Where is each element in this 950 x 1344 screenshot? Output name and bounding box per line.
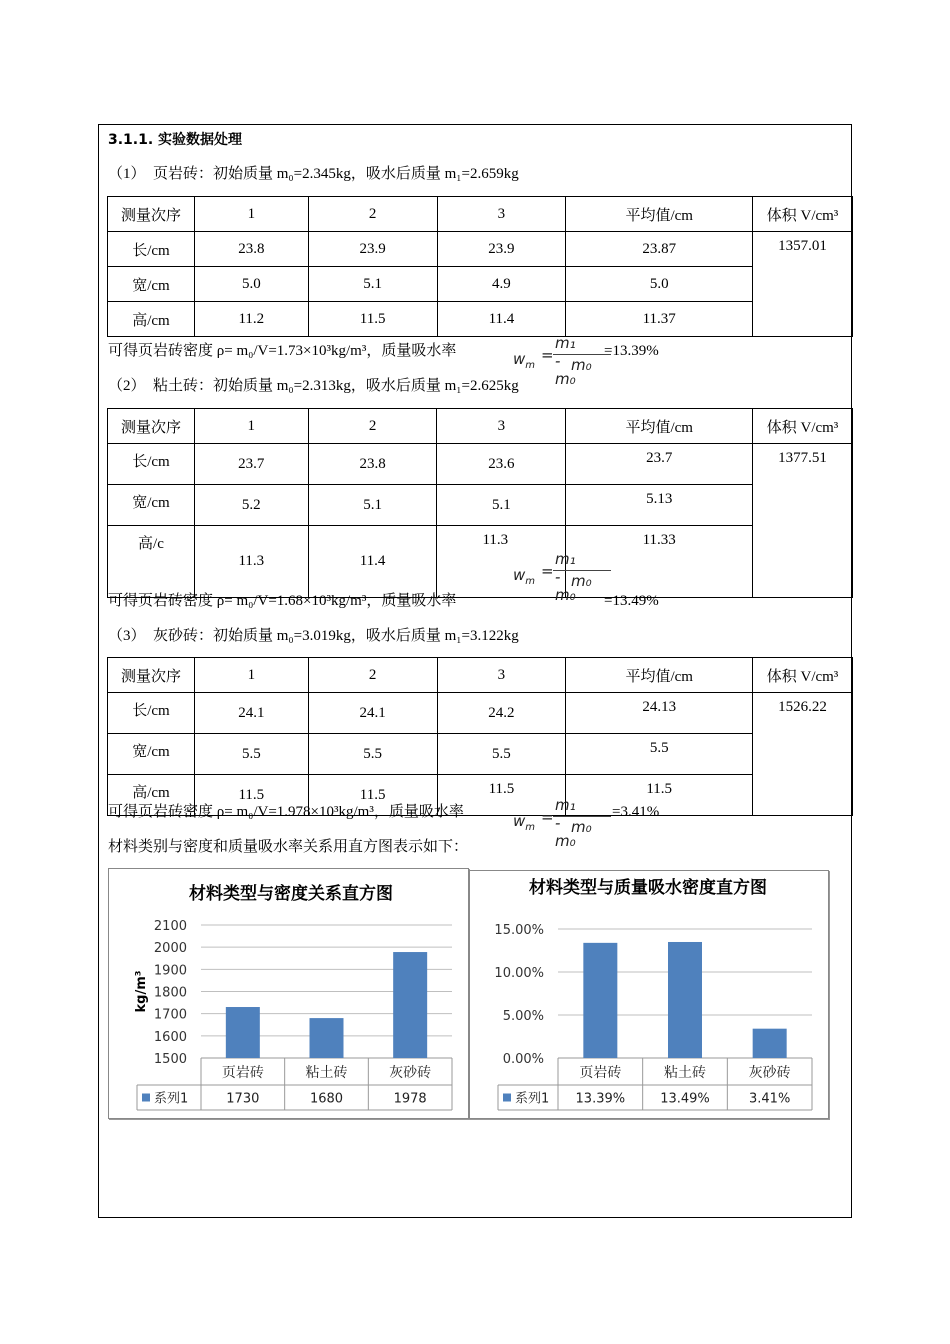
data-label: 1978: [393, 1091, 427, 1107]
lime-result-value: =3.41%: [612, 804, 660, 820]
header-cell: 2: [308, 409, 437, 444]
section-heading: 3.1.1. 实验数据处理: [108, 132, 243, 148]
data-label: 13.49%: [660, 1091, 710, 1107]
table-row: [108, 444, 853, 485]
table-cell: 11.3: [437, 526, 566, 598]
shale-intro: （1） 页岩砖：初始质量 m₀=2.345kg，吸水后质量 m₁=2.659kg: [108, 166, 519, 182]
row-label: 宽/cm: [108, 267, 195, 302]
table-cell: 23.9: [308, 232, 437, 267]
table-cell: 11.33: [566, 526, 753, 598]
header-cell: 体积 V/cm³: [753, 197, 853, 232]
table-cell: 5.1: [308, 267, 437, 302]
table-cell: 5.1: [308, 485, 437, 526]
legend-swatch: [503, 1094, 511, 1102]
volume-cell: 1377.51: [753, 444, 853, 598]
table-cell: 5.5: [194, 734, 308, 775]
row-label: 长/cm: [108, 444, 195, 485]
header-cell: 1: [194, 409, 308, 444]
bar: [393, 952, 427, 1058]
bar: [753, 1029, 787, 1058]
table-row: [108, 232, 853, 267]
table-cell: 11.2: [194, 302, 308, 337]
y-tick-label: 1500: [153, 1052, 187, 1067]
row-label: 宽/cm: [108, 485, 195, 526]
table-cell: 24.1: [308, 693, 437, 734]
table-cell: 23.7: [194, 444, 308, 485]
bar: [583, 943, 617, 1058]
header-cell: 测量次序: [108, 409, 195, 444]
table-row: [108, 485, 853, 526]
row-label: 高/c: [108, 526, 195, 598]
data-label: 3.41%: [749, 1091, 791, 1107]
header-cell: 测量次序: [108, 197, 195, 232]
x-tick-label: 页岩砖: [221, 1065, 264, 1081]
table-cell: 5.2: [194, 485, 308, 526]
header-cell: 体积 V/cm³: [753, 658, 853, 693]
table-cell: 11.4: [437, 302, 566, 337]
header-cell: 2: [308, 197, 437, 232]
chart-title: 材料类型与质量吸水密度直方图: [529, 878, 767, 898]
data-label: 1730: [226, 1091, 260, 1107]
table-row: [108, 734, 853, 775]
table-cell: 23.7: [566, 444, 753, 485]
table-cell: 5.0: [566, 267, 753, 302]
header-cell: 平均值/cm: [566, 658, 753, 693]
bar: [310, 1018, 344, 1058]
data-label: 13.39%: [575, 1091, 626, 1107]
legend-swatch: [142, 1094, 150, 1102]
table-cell: 23.6: [437, 444, 566, 485]
clay-result: 可得页岩砖密度 ρ= m₀/V=1.68×10³kg/m³，质量吸水率: [108, 593, 457, 609]
header-cell: 体积 V/cm³: [753, 409, 853, 444]
density-chart: [108, 868, 469, 1119]
y-tick-label: 5.00%: [502, 1009, 544, 1024]
table-row: [108, 267, 853, 302]
shale-result: 可得页岩砖密度 ρ= m₀/V=1.73×10³kg/m³，质量吸水率: [108, 343, 457, 359]
header-cell: 1: [194, 658, 308, 693]
header-cell: 3: [437, 658, 566, 693]
table-row: [108, 302, 853, 337]
table-header-row: [108, 409, 853, 444]
header-cell: 3: [437, 409, 566, 444]
header-cell: 平均值/cm: [566, 409, 753, 444]
table-cell: 5.0: [194, 267, 308, 302]
table-header-row: [108, 197, 853, 232]
table-cell: 24.13: [566, 693, 753, 734]
table-cell: 5.5: [308, 734, 437, 775]
table-cell: 5.5: [437, 734, 566, 775]
y-tick-label: 0.00%: [502, 1052, 544, 1067]
y-tick-label: 1900: [153, 963, 187, 979]
table-cell: 23.8: [308, 444, 437, 485]
y-tick-label: 1800: [153, 985, 187, 1001]
clay-result-value: =13.49%: [604, 593, 659, 609]
density-chart-svg: [109, 869, 468, 1118]
header-cell: 1: [194, 197, 308, 232]
x-tick-label: 灰砂砖: [389, 1065, 432, 1081]
table-row: [108, 526, 853, 598]
table-cell: 5.5: [566, 734, 753, 775]
y-tick-label: 2100: [153, 919, 187, 934]
bar: [668, 942, 702, 1058]
x-tick-label: 页岩砖: [579, 1065, 622, 1081]
legend-label: 系列1: [154, 1091, 189, 1107]
table-cell: 5.13: [566, 485, 753, 526]
water-absorption-chart-svg: [470, 871, 828, 1118]
volume-cell: 1357.01: [753, 232, 853, 337]
lime-result: 可得页岩砖密度 ρ= m₀/V=1.978×10³kg/m³，质量吸水率: [108, 804, 464, 820]
header-cell: 2: [308, 658, 437, 693]
legend-label: 系列1: [515, 1091, 550, 1107]
header-cell: 测量次序: [108, 658, 195, 693]
row-label: 宽/cm: [108, 734, 195, 775]
table-header-row: [108, 658, 853, 693]
row-label: 高/cm: [108, 775, 195, 816]
volume-cell: 1526.22: [753, 693, 853, 816]
table-cell: 24.2: [437, 693, 566, 734]
clay-table: [107, 408, 853, 598]
row-label: 高/cm: [108, 302, 195, 337]
water-absorption-chart: [469, 870, 829, 1119]
lime-intro: （3） 灰砂砖：初始质量 m₀=3.019kg，吸水后质量 m₁=3.122kg: [108, 628, 519, 644]
table-cell: 11.5: [566, 775, 753, 816]
table-cell: 11.3: [194, 526, 308, 598]
x-tick-label: 粘土砖: [664, 1065, 706, 1081]
table-cell: 23.9: [437, 232, 566, 267]
y-tick-label: 10.00%: [494, 966, 544, 981]
y-axis-label: kg/m³: [134, 970, 149, 1013]
table-cell: 11.37: [566, 302, 753, 337]
shale-table: [107, 196, 853, 337]
table-cell: 24.1: [194, 693, 308, 734]
lime-table: [107, 657, 853, 816]
row-label: 长/cm: [108, 693, 195, 734]
chart-intro: 材料类别与密度和质量吸水率关系用直方图表示如下：: [108, 839, 469, 855]
table-cell: 4.9: [437, 267, 566, 302]
chart-title: 材料类型与密度关系直方图: [189, 884, 393, 904]
y-tick-label: 15.00%: [494, 923, 544, 938]
row-label: 长/cm: [108, 232, 195, 267]
data-label: 1680: [309, 1091, 344, 1107]
table-cell: 11.4: [308, 526, 437, 598]
table-cell: 23.8: [194, 232, 308, 267]
y-tick-label: 1700: [153, 1007, 187, 1023]
x-tick-label: 粘土砖: [305, 1065, 348, 1081]
bar: [226, 1007, 260, 1058]
header-cell: 平均值/cm: [566, 197, 753, 232]
table-row: [108, 693, 853, 734]
shale-result-value: =13.39%: [604, 343, 659, 359]
table-cell: 11.5: [437, 775, 566, 816]
header-cell: 3: [437, 197, 566, 232]
table-cell: 23.87: [566, 232, 753, 267]
table-cell: 11.5: [194, 775, 308, 816]
table-cell: 5.1: [437, 485, 566, 526]
x-tick-label: 灰砂砖: [748, 1065, 791, 1081]
y-tick-label: 2000: [153, 941, 187, 957]
table-cell: 11.5: [308, 775, 437, 816]
clay-intro: （2） 粘土砖：初始质量 m₀=2.313kg，吸水后质量 m₁=2.625kg: [108, 378, 519, 394]
y-tick-label: 1600: [153, 1029, 187, 1045]
table-cell: 11.5: [308, 302, 437, 337]
